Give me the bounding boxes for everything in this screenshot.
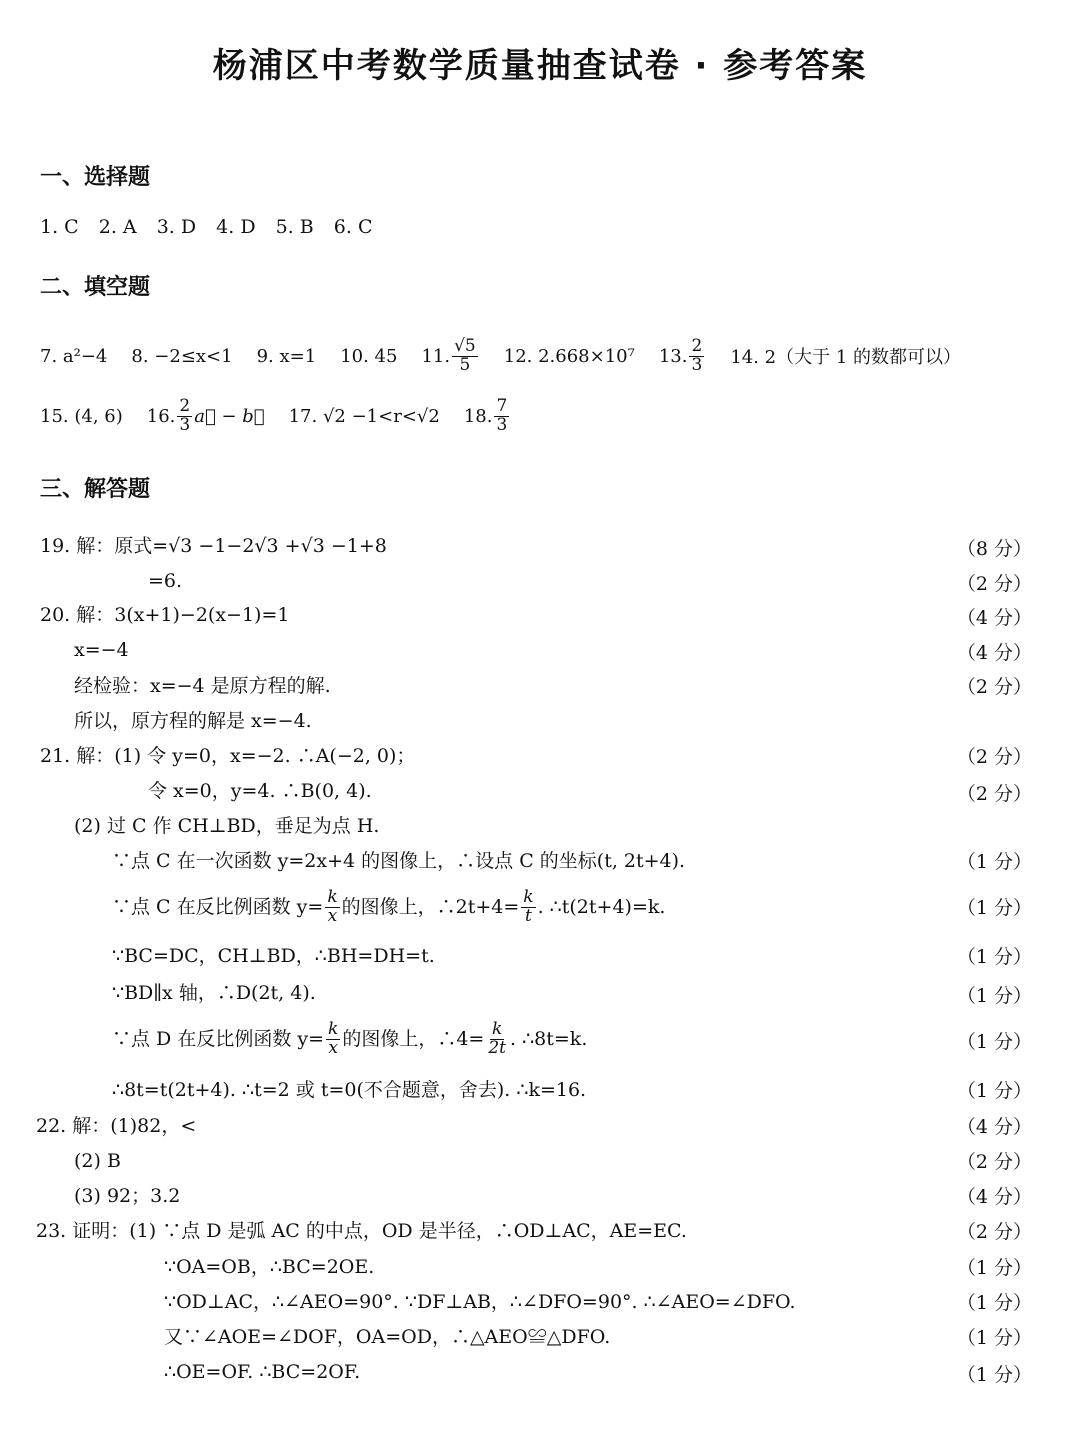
fill-answer-18 [463, 395, 511, 435]
score-label: （8 分） [956, 538, 1032, 560]
fraction [177, 395, 192, 435]
fill-answer-13 [658, 335, 706, 375]
score-label: （1 分） [956, 1080, 1032, 1102]
fill-answer-13-label: 13. [658, 345, 688, 367]
score-label: （4 分） [956, 1116, 1032, 1138]
choice-answer: 4. D [216, 216, 256, 238]
score-label: （2 分） [956, 783, 1032, 805]
fill-answer-11-label: 11. [421, 345, 451, 367]
fraction-numerator: 2 [691, 335, 703, 356]
text-segment: ∵点 C 在反比例函数 y= [112, 895, 324, 918]
fraction-denominator: 2t [488, 1037, 506, 1058]
solution-line-21-9: ∴8t=t(2t+4). ∴t=2 或 t=0(不合题意，舍去). ∴k=16. [112, 1079, 587, 1101]
fill-answer-12: 12. 2.668×10⁷ [503, 345, 635, 367]
solution-line-21-7: ∵BD∥x 轴，∴D(2t, 4). [112, 982, 316, 1004]
score-label: （2 分） [956, 746, 1032, 768]
section-heading-fill: 二、填空题 [40, 275, 151, 300]
solution-line-21-3: (2) 过 C 作 CH⊥BD，垂足为点 H. [74, 815, 380, 837]
solution-line-19-2: =6. [148, 570, 183, 592]
score-label: （4 分） [956, 642, 1032, 664]
fill-answer-8: 8. −2≤x<1 [131, 345, 233, 367]
solution-line-21-4: ∵点 C 在一次函数 y=2x+4 的图像上，∴设点 C 的坐标(t, 2t+4). [112, 850, 686, 872]
fraction-numerator: k [327, 886, 338, 907]
text-segment: 的图像上，∴4= [342, 1027, 485, 1050]
choice-answer: 3. D [156, 216, 197, 238]
page-title: 杨浦区中考数学质量抽查试卷 · 参考答案 [212, 46, 868, 86]
fill-answer-17: 17. √2 −1<r<√2 [288, 405, 440, 427]
score-label: （2 分） [956, 676, 1032, 698]
choice-answer: 5. B [275, 216, 314, 238]
fraction [494, 395, 509, 435]
solution-line-23-2: ∵OA=OB，∴BC=2OE. [164, 1256, 375, 1278]
solution-line-20-4: 所以，原方程的解是 x=−4. [74, 710, 312, 732]
text-segment: ∵点 D 在反比例函数 y= [112, 1027, 325, 1050]
solution-line-19-1: 19. 解：原式=√3 −1−2√3 +√3 −1+8 [40, 535, 387, 557]
solution-line-21-5 [112, 884, 665, 930]
fraction [486, 1018, 508, 1058]
fraction-numerator: 2 [179, 395, 191, 416]
fraction-numerator: k [328, 1018, 339, 1039]
solution-line-20-2: x=−4 [74, 639, 129, 661]
solution-line-21-2: 令 x=0，y=4. ∴B(0, 4). [148, 780, 372, 802]
score-label: （1 分） [956, 851, 1032, 873]
solution-line-22-2: (2) B [74, 1150, 121, 1172]
solution-line-23-1: 23. 证明：(1) ∵点 D 是弧 AC 的中点，OD 是半径，∴OD⊥AC，AE=EC. [36, 1220, 687, 1242]
fraction-denominator: 3 [691, 354, 703, 375]
fraction-denominator: 5 [459, 354, 471, 375]
solution-line-20-1: 20. 解：3(x+1)−2(x−1)=1 [40, 604, 290, 626]
solution-line-23-3: ∵OD⊥AC，∴∠AEO=90°. ∵DF⊥AB，∴∠DFO=90°. ∴∠AEO=∠DFO. [164, 1291, 796, 1313]
fraction-numerator: k [492, 1018, 503, 1039]
solution-line-21-8 [112, 1016, 587, 1062]
fraction-numerator: 7 [496, 395, 508, 416]
solution-line-20-3: 经检验：x=−4 是原方程的解. [74, 675, 331, 697]
score-label: （1 分） [956, 1257, 1032, 1279]
fraction-numerator: √5 [454, 335, 476, 356]
fraction-denominator: 3 [179, 414, 191, 435]
choice-answer: 2. A [98, 216, 137, 238]
choice-answer: 6. C [333, 216, 373, 238]
section-heading-choice: 一、选择题 [40, 165, 151, 190]
fill-answer-7: 7. a²−4 [40, 345, 108, 367]
section-heading-solve: 三、解答题 [40, 477, 151, 502]
score-label: （1 分） [956, 1364, 1032, 1386]
score-label: （4 分） [956, 607, 1032, 629]
choice-answers-row [40, 216, 387, 238]
fraction-numerator: k [523, 886, 534, 907]
solution-line-21-1: 21. 解：(1) 令 y=0，x=−2. ∴A(−2, 0)； [40, 745, 416, 767]
fill-answers-row-1 [40, 330, 961, 382]
fraction-denominator: x [327, 905, 338, 926]
fill-answer-14: 14. 2（大于 1 的数都可以） [730, 347, 962, 368]
score-label: （1 分） [956, 897, 1032, 919]
fill-answer-16-label: 16. [146, 405, 176, 427]
fraction-denominator: 3 [496, 414, 508, 435]
fraction [326, 1018, 340, 1058]
score-label: （1 分） [956, 985, 1032, 1007]
choice-answer: 1. C [40, 216, 79, 238]
score-label: （1 分） [956, 946, 1032, 968]
score-label: （2 分） [956, 1221, 1032, 1243]
fill-answers-row-2 [40, 390, 535, 442]
vector-expression: a⃗ − b⃗ [194, 405, 265, 427]
fill-answer-16 [146, 395, 265, 435]
fill-answer-10: 10. 45 [340, 345, 398, 367]
fraction [452, 335, 478, 375]
score-label: （1 分） [956, 1327, 1032, 1349]
fraction-denominator: t [525, 905, 532, 926]
solution-line-22-3: (3) 92；3.2 [74, 1185, 181, 1207]
fill-answer-9: 9. x=1 [256, 345, 317, 367]
fraction-denominator: x [328, 1037, 338, 1058]
fill-answer-15: 15. (4, 6) [40, 405, 123, 427]
text-segment: . ∴t(2t+4)=k. [537, 895, 666, 918]
score-label: （4 分） [956, 1186, 1032, 1208]
text-segment: 的图像上，∴2t+4= [341, 895, 520, 918]
score-label: （2 分） [956, 1151, 1032, 1173]
fill-answer-11 [421, 335, 479, 375]
solution-line-21-6: ∵BC=DC，CH⊥BD，∴BH=DH=t. [112, 945, 435, 967]
solution-line-23-5: ∴OE=OF. ∴BC=2OF. [164, 1361, 361, 1383]
text-segment: . ∴8t=k. [510, 1027, 588, 1050]
score-label: （1 分） [956, 1031, 1032, 1053]
score-label: （2 分） [956, 573, 1032, 595]
fraction [689, 335, 704, 375]
fraction [521, 886, 535, 926]
fraction [325, 886, 339, 926]
solution-line-22-1: 22. 解：(1)82，< [36, 1115, 197, 1137]
fill-answer-18-label: 18. [463, 405, 493, 427]
solution-line-23-4: 又∵∠AOE=∠DOF，OA=OD，∴△AEO≌△DFO. [164, 1326, 611, 1348]
score-label: （1 分） [956, 1292, 1032, 1314]
